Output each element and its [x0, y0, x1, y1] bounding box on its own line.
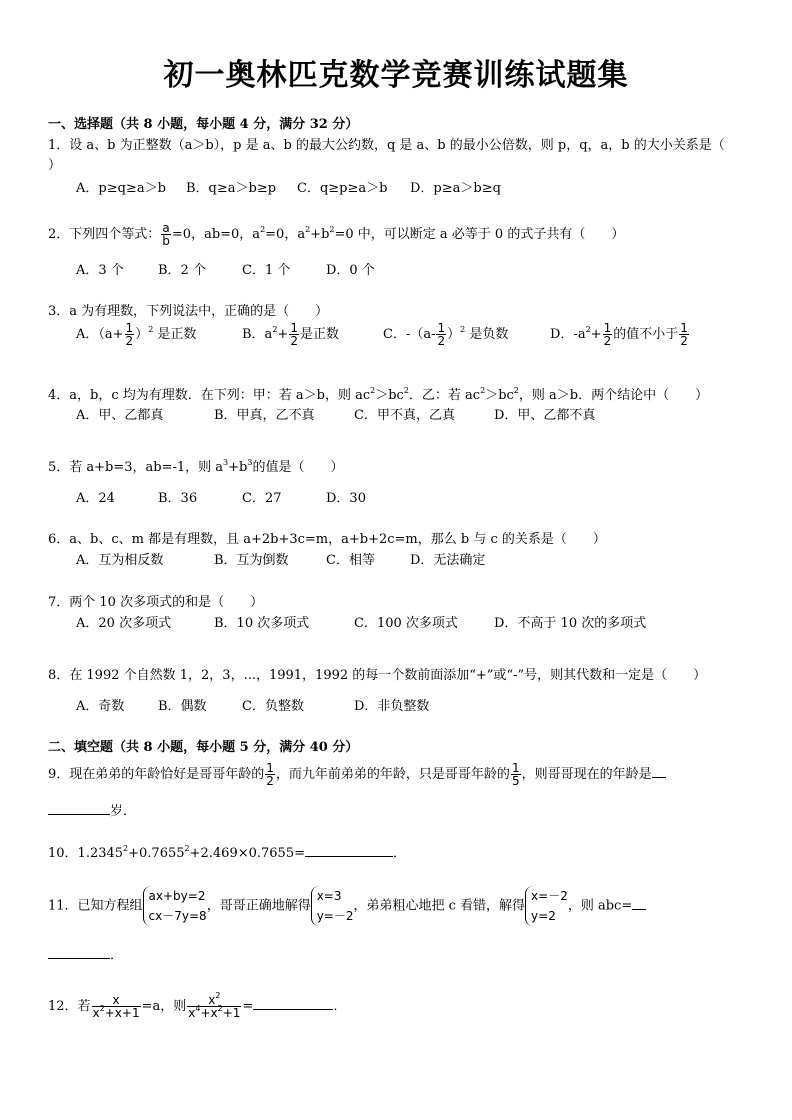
question-7-option-a: A．20 次多项式 — [76, 616, 172, 631]
fraction-x-over-quadratic: $\frac{x}{x^2+x+1}$ — [92, 993, 140, 1020]
solution-system-correct: x=3 y=－2 — [311, 886, 354, 926]
question-11-text-cont: ． — [48, 944, 123, 963]
question-2-option-d: D．0 个 — [326, 263, 375, 278]
fraction-one-half: $\frac{1}{2}$ — [680, 321, 688, 348]
fraction-x2-over-quartic: $\frac{x^2}{x^4+x^2+1}$ — [188, 991, 241, 1020]
question-6-text: 6．a、b、c、m 都是有理数，且 a+2b+3c=m，a+b+2c=m，那么 b 与 c 的关系是（ ） — [48, 532, 606, 547]
section-heading-choice: 一、选择题（共 8 小题，每小题 4 分，满分 32 分） — [48, 117, 359, 132]
question-4-text: 4．a，b，c 均为有理数．在下列：甲：若 a＞b，则 $ac^2>bc^2$．乙：若 $ac^2>bc^2$，则 a＞b．两个结论中（ ） — [48, 386, 709, 403]
section-heading-fill-in: 二、填空题（共 8 小题，每小题 5 分，满分 40 分） — [48, 740, 359, 755]
question-3-option-d: D．$-a^2+$ $\frac{1}{2}$ 的值不小于 $\frac{1}{2}$ — [550, 321, 688, 348]
question-3-option-a: A．（a+ $\frac{1}{2}$ ）$^2$ 是正数 — [76, 321, 197, 348]
question-1-option-d: D．p≥a＞b≥q — [410, 181, 501, 196]
question-5-option-a: A．24 — [76, 491, 115, 506]
question-2-option-b: B．2 个 — [158, 263, 206, 278]
question-8-option-c: C．负整数 — [242, 699, 304, 714]
fraction-one-fifth: $\frac{1}{5}$ — [511, 761, 520, 788]
question-5-option-c: C．27 — [242, 491, 282, 506]
fraction-one-half: $\frac{1}{2}$ — [603, 321, 612, 348]
question-7-option-d: D．不高于 10 次的多项式 — [494, 616, 647, 631]
question-1-option-a: A．p≥q≥a＞b — [76, 181, 166, 196]
question-8-option-b: B．偶数 — [158, 699, 207, 714]
question-5-text: 5．若 a+b=3，ab=-1，则 $a^3+b^3$的值是（ ） — [48, 458, 344, 475]
question-4-option-d: D．甲、乙都不真 — [494, 408, 596, 423]
question-2-option-a: A．3 个 — [76, 263, 124, 278]
question-8-option-a: A．奇数 — [76, 699, 125, 714]
document-title: 初一奥林匹克数学竞赛训练试题集 — [163, 58, 629, 93]
question-8-option-d: D．非负整数 — [354, 699, 430, 714]
question-3-text: 3．a 为有理数，下列说法中，正确的是（ ） — [48, 304, 329, 319]
question-1-option-b: B．q≥a＞b≥p — [186, 181, 277, 196]
fraction-one-half: $\frac{1}{2}$ — [437, 321, 446, 348]
answer-blank[interactable] — [253, 1007, 333, 1010]
fraction-a-over-b: $\frac{a}{b}$ — [162, 221, 170, 248]
question-1-option-c: C．q≥p≥a＞b — [297, 181, 388, 196]
solution-system-wrong: x=－2 y=2 — [525, 886, 568, 926]
question-2-option-c: C．1 个 — [242, 263, 291, 278]
question-5-option-b: B．36 — [158, 491, 198, 506]
question-8-text: 8．在 1992 个自然数 1，2，3，...，1991，1992 的每一个数前面添加“+”或“-”号，则其代数和一定是（ ） — [48, 668, 707, 683]
question-12-text: 12．若 $\frac{x}{x^2+x+1}$ =a，则 $\frac{x^2}{x^4+x^2+1}$ = ． — [48, 991, 347, 1020]
answer-blank[interactable] — [632, 907, 646, 910]
question-7-option-c: C．100 次多项式 — [354, 616, 458, 631]
question-4-option-a: A．甲、乙都真 — [76, 408, 164, 423]
answer-blank[interactable] — [305, 854, 393, 857]
question-6-option-a: A．互为相反数 — [76, 553, 164, 568]
question-7-option-b: B．10 次多项式 — [214, 616, 310, 631]
question-6-option-c: C．相等 — [326, 553, 375, 568]
question-4-option-c: C．甲不真，乙真 — [354, 408, 455, 423]
question-2-text: 2．下列四个等式： $\frac{a}{b}$ =0，ab=0，$a^2=0$，$a^2+b^2=0$ 中，可以断定 a 必等于 0 的式子共有（ ） — [48, 221, 625, 248]
question-3-option-c: C．-（a- $\frac{1}{2}$ ）$^2$ 是负数 — [383, 321, 509, 348]
equation-system: ax+by=2 cx－7y=8 — [143, 886, 207, 926]
fraction-one-half: $\frac{1}{2}$ — [290, 321, 298, 348]
question-5-option-d: D．30 — [326, 491, 366, 506]
fraction-one-half: $\frac{1}{2}$ — [125, 321, 134, 348]
question-11-text: 11．已知方程组 ax+by=2 cx－7y=8 ，哥哥正确地解得 x=3 y=－2 ，弟弟粗心地把 c 看错，解得 x=－2 y=2 ，则 abc= — [48, 886, 646, 926]
question-1-text: 1．设 a、b 为正整数（a＞b），p 是 a、b 的最大公约数，q 是 a、b 的最小公倍数，则 p，q，a，b 的大小关系是（ — [48, 138, 725, 153]
answer-blank[interactable] — [48, 956, 110, 959]
question-6-option-d: D．无法确定 — [410, 553, 486, 568]
answer-blank[interactable] — [48, 812, 110, 815]
answer-blank[interactable] — [652, 775, 666, 778]
question-3-option-b: B．$a^2+$ $\frac{1}{2}$ 是正数 — [242, 321, 339, 348]
question-9-text: 9．现在弟弟的年龄恰好是哥哥年龄的 $\frac{1}{2}$ ，而九年前弟弟的年龄，只是哥哥年龄的 $\frac{1}{5}$ ，则哥哥现在的年龄是 — [48, 762, 666, 787]
question-9-text-cont: 岁． — [48, 800, 136, 819]
question-1-text-cont: ） — [48, 158, 62, 173]
question-6-option-b: B．互为倒数 — [214, 553, 289, 568]
question-4-option-b: B．甲真，乙不真 — [214, 408, 315, 423]
question-10-text: 10．$1.2345^2+0.7655^2+2.469\times 0.7655=$ ． — [48, 844, 407, 861]
fraction-one-half: $\frac{1}{2}$ — [266, 761, 274, 788]
question-7-text: 7．两个 10 次多项式的和是（ ） — [48, 595, 264, 610]
